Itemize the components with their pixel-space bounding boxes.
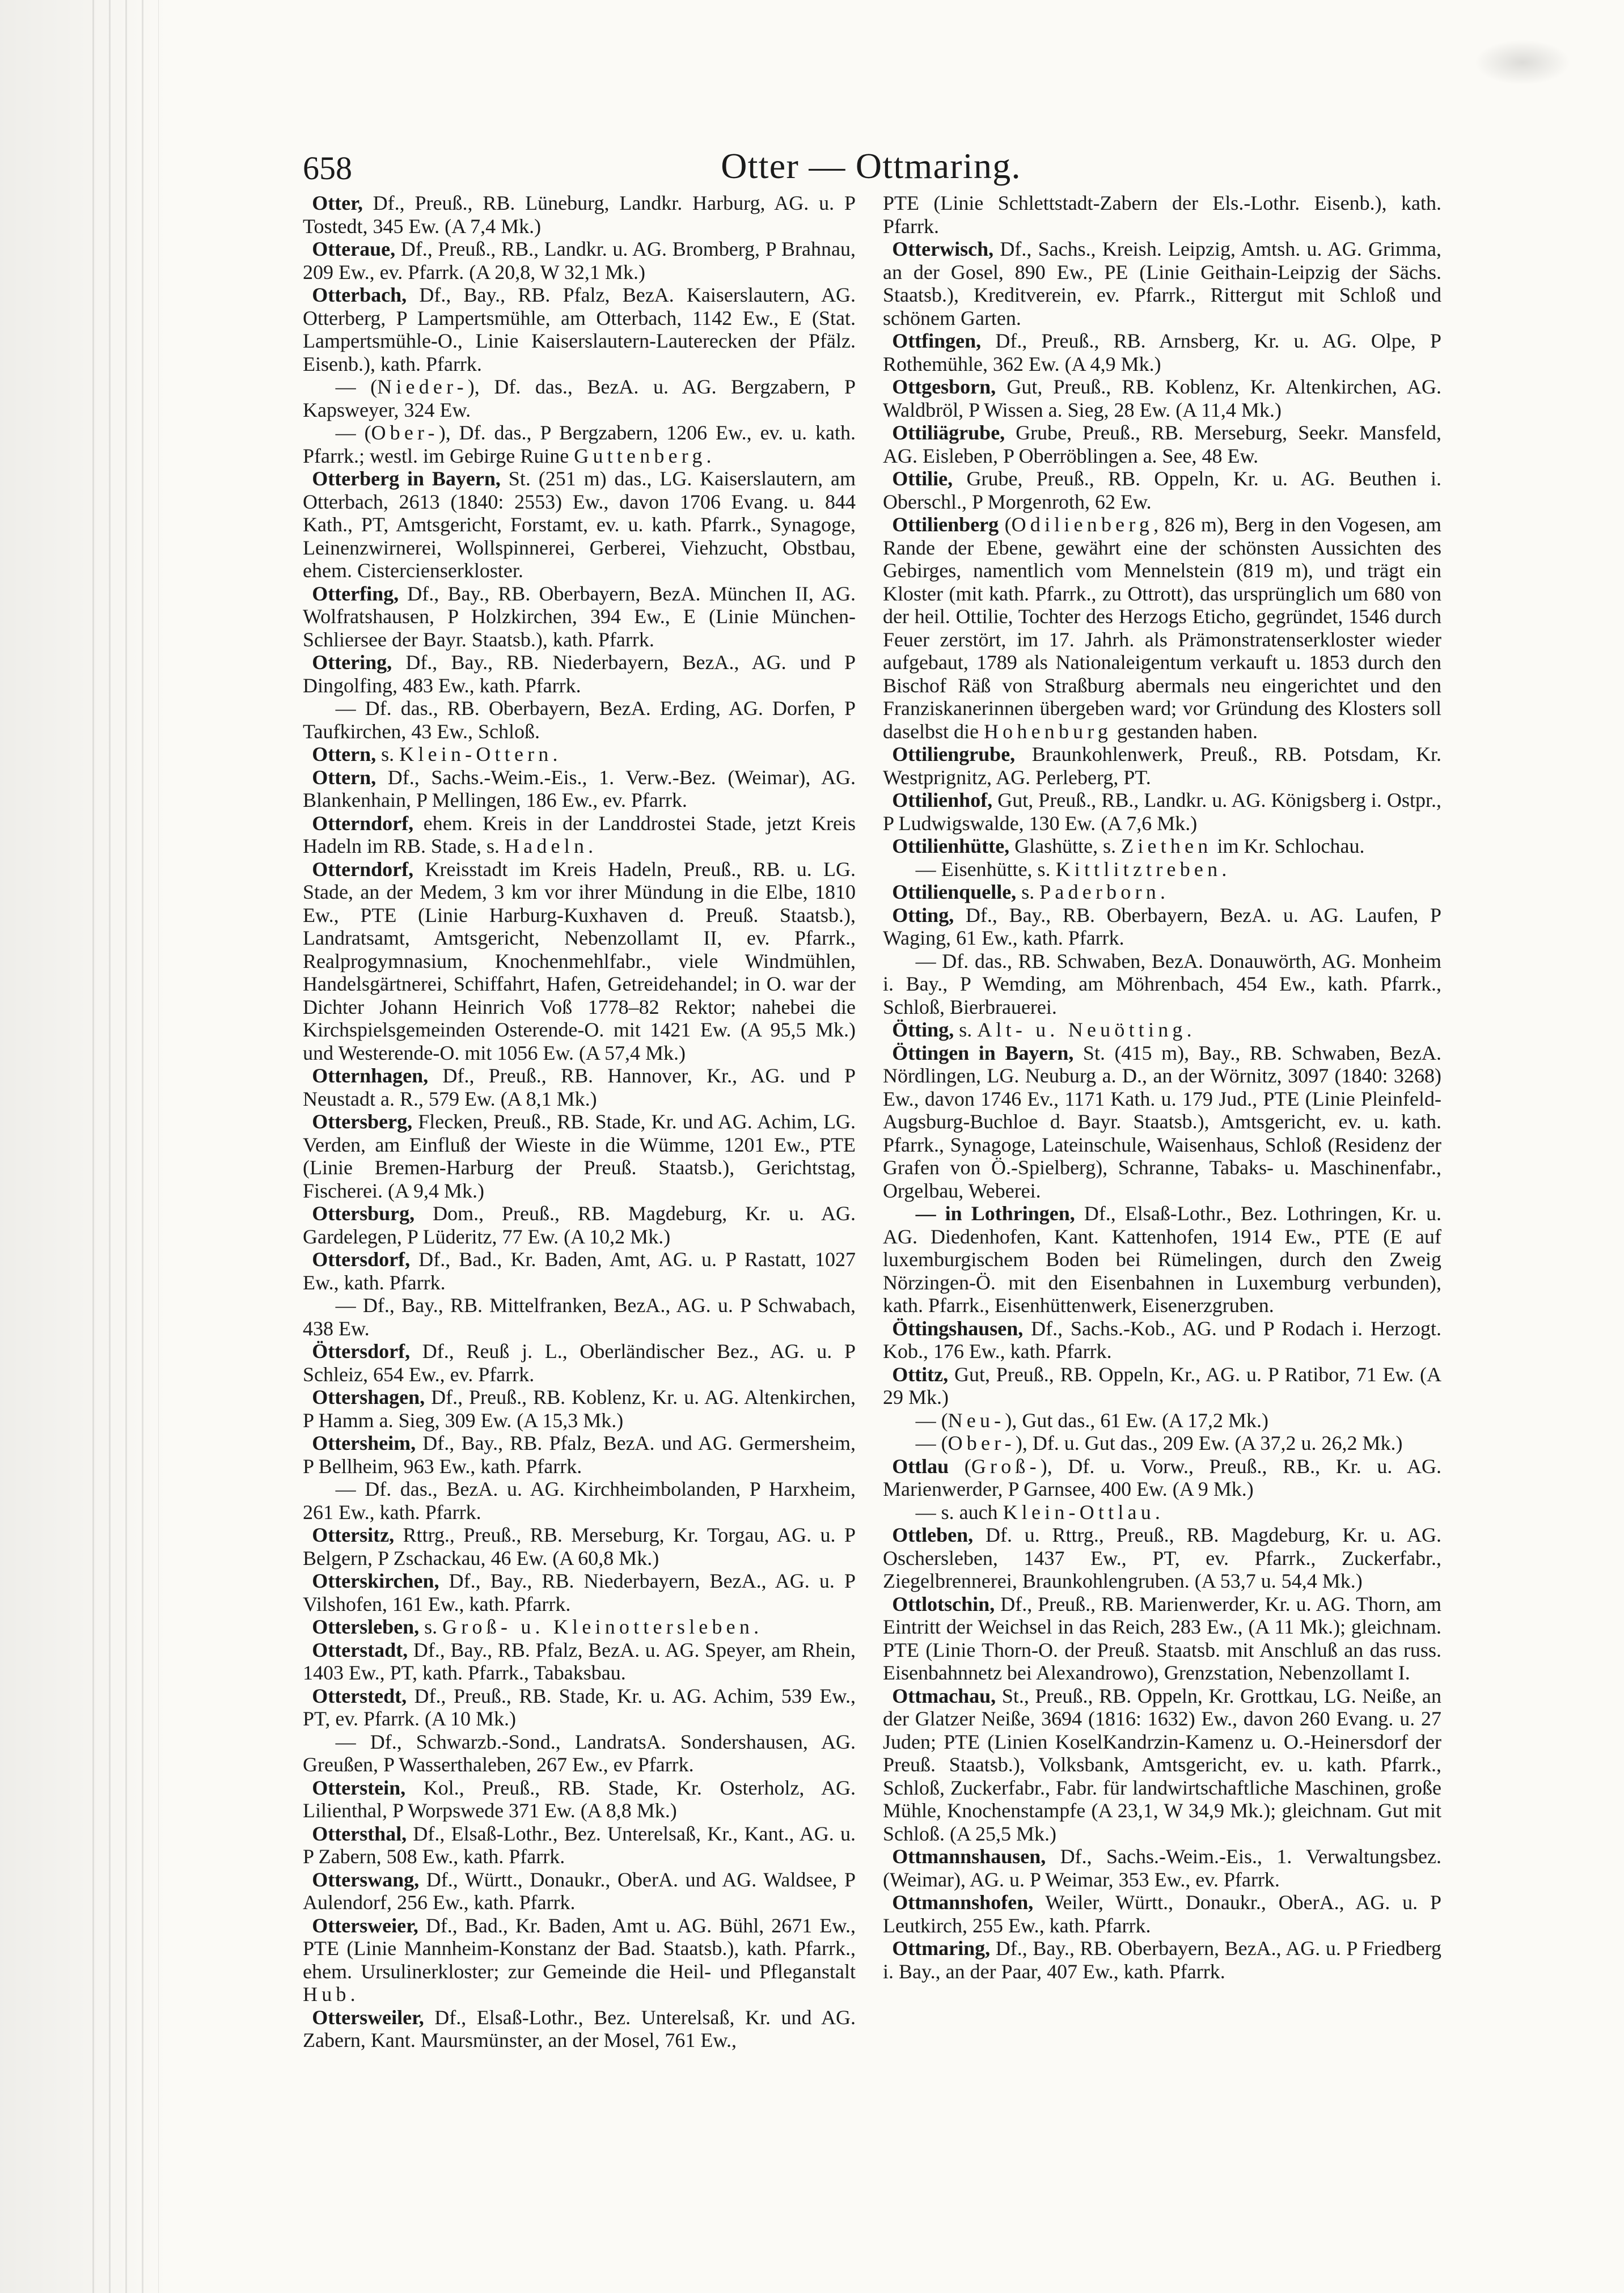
gazetteer-entry [303, 1685, 856, 1731]
entry-text: Df., Bad., Kr. Baden, Amt, AG. u. P Rastatt, 1027 Ew., kath. Pfarrk. [303, 1248, 856, 1294]
entry-headword: Ottmaring, [892, 1937, 991, 1960]
gazetteer-entry [883, 1593, 1441, 1685]
entry-headword: Öttingshausen, [892, 1317, 1024, 1340]
entry-headword: Ottersitz, [312, 1524, 395, 1546]
entry-text: Df., Preuß., RB., Landkr. u. AG. Bromberg, P Brahnau, 209 Ew., ev. Pfarrk. (A 20,8, W 32,1 Mk.) [303, 238, 856, 284]
entry-text: Grube, Preuß., RB. Merseburg, Seekr. Mansfeld, AG. Eisleben, P Oberröblingen a. See, 48 Ew. [883, 421, 1441, 467]
entry-text: gestanden haben. [1112, 720, 1258, 743]
gazetteer-entry [303, 2006, 856, 2052]
entry-dash: — [335, 421, 356, 444]
entry-text: Df., Preuß., RB. Hannover, Kr., AG. und P Neustadt a. R., 579 Ew. (A 8,1 Mk.) [303, 1064, 856, 1110]
entry-headword: Otterwisch, [892, 238, 994, 260]
gazetteer-entry [303, 1731, 856, 1776]
entry-spaced-text: Guttenberg [574, 444, 707, 467]
entry-headword: Ottiliengrube, [892, 743, 1016, 765]
entry-text: ), Gut das., 61 Ew. (A 17,2 Mk.) [1005, 1408, 1268, 1432]
entry-text: ( [949, 1454, 971, 1478]
binding-shadow [85, 0, 159, 2293]
entry-headword: Otterskirchen, [312, 1569, 439, 1592]
entry-text: Df., Elsaß-Lothr., Bez. Lothringen, Kr. u. AG. Diedenhofen, Kant. Kattenhofen, 1914 Ew., PTE (E auf luxemburgischem Boden bei Rümelingen, durch den Zweig Nörzingen-Ö. mit den Eisenbahnen in Luxemburg verbunden), kath. Pfarrk., Eisenhüttenwerk, Eisenerzgruben. [883, 1202, 1441, 1317]
gazetteer-entry [303, 1478, 856, 1524]
entry-headword: Ottersburg, [312, 1202, 415, 1225]
entry-spaced-text: Groß- [971, 1454, 1041, 1478]
entry-headword: Ottersthal, [312, 1822, 407, 1845]
entry-text: St., Preuß., RB. Oppeln, Kr. Grottkau, LG. Neiße, an der Glatzer Neiße, 3694 (1816: 1632) Ew., davon 260 Evang. u. 27 Juden; PTE (Linien KoselKandrzin-Kamenz u. O.-Heinersdorf der Preuß. Staatsb.), Volksbank, Amtsgericht, ev. u. kath. Pfarrk., Schloß, Zuckerfabr., Fabr. für landwirtschaftliche Maschinen, große Mühle, Knochenstampfe (A 23,1, W 34,9 Mk.); gleichnam. Gut mit Schloß. (A 25,5 Mk.) [883, 1684, 1441, 1845]
entry-text: Eisenhütte, s. [936, 857, 1056, 881]
entry-headword: Ottmannshausen, [892, 1845, 1046, 1868]
gazetteer-entry [303, 1639, 856, 1685]
entry-dash: — [915, 1500, 936, 1524]
entry-text: Df., Sachs.-Weim.-Eis., 1. Verwaltungsbez. (Weimar), AG. u. P Weimar, 353 Ew., ev. Pfarrk. [883, 1845, 1441, 1891]
entry-text: Gut, Preuß., RB. Oppeln, Kr., AG. u. P Ratibor, 71 Ew. (A 29 Mk.) [883, 1363, 1441, 1408]
gazetteer-entry [883, 1845, 1441, 1891]
entry-headword: Öttersdorf, [312, 1340, 411, 1363]
entry-text: Df., Preuß., RB. Arnsberg, Kr. u. AG. Olpe, P Rothemühle, 362 Ew. (A 4,9 Mk.) [883, 329, 1441, 375]
entry-text: St. (251 m) das., LG. Kaiserslautern, am Otterbach, 2613 (1840: 2553) Ew., davon 1706 Evang. u. 844 Kath., PT, Amtsgericht, Forstamt, ev. u. kath. Pfarrk., Synagoge, Leinenzwirnerei, Wollspinnerei, Gerberei, Viehzucht, Obstbau, ehem. Cistercienserkloster. [303, 467, 856, 582]
gazetteer-entry [883, 904, 1441, 950]
entry-text: Df., Bad., Kr. Baden, Amt u. AG. Bühl, 2671 Ew., PTE (Linie Mannheim-Konstanz der Bad. Staatsb.), kath. Pfarrk., ehem. Ursulinerkloster; zur Gemeinde die Heil- und Pfleganstalt [303, 1914, 856, 1983]
entry-spaced-text: Ober- [948, 1432, 1016, 1454]
entry-text: Weiler, Württ., Donaukr., OberA., AG. u. P Leutkirch, 255 Ew., kath. Pfarrk. [883, 1891, 1441, 1937]
entry-headword: Ottleben, [892, 1524, 974, 1546]
entry-spaced-text: Neu- [948, 1408, 1005, 1432]
entry-headword: Ottlotschin, [892, 1592, 995, 1615]
entry-dash: — [335, 697, 356, 720]
entry-text: Df., Preuß., RB. Marienwerder, Kr. u. AG. Thorn, am Eintritt der Weichsel in das Reich, 283 Ew., (A 11 Mk.); gleichnam. PTE (Linie Thorn-O. der Preuß. Staatsb. mit Anschluß an das russ. Eisenbahnnetz bei Alexandrowo), Grenzstation, Nebenzollamt I. [883, 1592, 1441, 1684]
gazetteer-entry [303, 1432, 856, 1478]
entry-text: Df., Preuß., RB. Koblenz, Kr. u. AG. Altenkirchen, P Hamm a. Sieg, 309 Ew. (A 15,3 Mk.) [303, 1386, 856, 1432]
gazetteer-entry [303, 1202, 856, 1248]
entry-headword: Otterstadt, [312, 1638, 408, 1661]
entry-text: Df., Bay., RB. Oberbayern, BezA. München II, AG. Wolfratshausen, P Holzkirchen, 394 Ew., E (Linie München-Schliersee der Bayr. Staatsb.), kath. Pfarrk. [303, 582, 856, 651]
entry-text: Df., Württ., Donaukr., OberA. und AG. Waldsee, P Aulendorf, 256 Ew., kath. Pfarrk. [303, 1868, 856, 1914]
gazetteer-entry [883, 1363, 1441, 1409]
entry-text: Df., Bay., RB. Pfalz, BezA. u. AG. Speyer, am Rhein, 1403 Ew., PT, kath. Pfarrk., Tabaksbau. [303, 1638, 856, 1684]
entry-text: Df. das., RB. Schwaben, BezA. Donauwörth, AG. Monheim i. Bay., P Wemding, am Möhrenbach, 454 Ew., kath. Pfarrk., Schloß, Bierbrauerei. [883, 949, 1441, 1018]
entry-text: Df., Elsaß-Lothr., Bez. Unterelsaß, Kr. und AG. Zabern, Kant. Maursmünster, an der Mosel, 761 Ew., [303, 2006, 856, 2051]
entry-headword: Otting, [892, 903, 954, 926]
entry-text: Gut, Preuß., RB. Koblenz, Kr. Altenkirchen, AG. Waldbröl, P Wissen a. Sieg, 28 Ew. (A 11,4 Mk.) [883, 375, 1441, 421]
gazetteer-entry [303, 1615, 856, 1639]
entry-headword: — in Lothringen, [915, 1202, 1075, 1225]
entry-dash: — [915, 857, 936, 881]
gazetteer-entry [883, 1455, 1441, 1501]
entry-dash: — [915, 949, 936, 972]
entry-text: Df., Bay., RB. Oberbayern, BezA. u. AG. Laufen, P Waging, 61 Ew., kath. Pfarrk. [883, 903, 1441, 949]
entry-text: Flecken, Preuß., RB. Stade, Kr. und AG. Achim, LG. Verden, am Einfluß der Wieste in die Wümme, 1201 Ew., PTE (Linie Bremen-Harburg der Preuß. Staatsb.), Gerichtstag, Fischerei. (A 9,4 Mk.) [303, 1110, 856, 1202]
entry-text: Df., Reuß j. L., Oberländischer Bez., AG. u. P Schleiz, 654 Ew., ev. Pfarrk. [303, 1340, 856, 1386]
entry-text: Df., Bay., RB. Mittelfranken, BezA., AG. u. P Schwabach, 438 Ew. [303, 1294, 856, 1340]
entry-headword: Otterfing, [312, 582, 399, 605]
entry-text: ehem. Kreis in der Landdrostei Stade, jetzt Kreis Hadeln im RB. Stade, s. [303, 811, 856, 857]
gazetteer-entry [303, 1064, 856, 1110]
entry-text: ( [936, 1408, 948, 1432]
gazetteer-entry [883, 1317, 1441, 1363]
entry-headword: Ottilie, [892, 467, 953, 490]
gazetteer-entry [883, 1432, 1441, 1455]
gazetteer-entry [303, 1340, 856, 1386]
gazetteer-entry [883, 421, 1441, 467]
entry-text: Df., Preuß., RB. Lüneburg, Landkr. Harburg, AG. u. P Tostedt, 345 Ew. (A 7,4 Mk.) [303, 192, 856, 238]
entry-headword: Otteraue, [312, 238, 396, 260]
entry-headword: Otterbach, [312, 284, 407, 306]
gazetteer-entry [303, 284, 856, 375]
entry-spaced-text: Ziethen [1121, 835, 1212, 857]
entry-headword: Ottilienhütte, [892, 835, 1010, 857]
entry-spaced-text: Hadeln [504, 835, 589, 857]
gazetteer-entry [303, 1386, 856, 1432]
entry-text: Df. das., RB. Oberbayern, BezA. Erding, AG. Dorfen, P Taufkirchen, 43 Ew., Schloß. [303, 697, 856, 743]
entry-spaced-text: Ober- [371, 421, 439, 444]
entry-spaced-text: Klein-Ottern [399, 743, 553, 765]
entry-dash: — [915, 1408, 936, 1432]
entry-headword: Otterstein, [312, 1776, 406, 1799]
entry-text: Df., Elsaß-Lothr., Bez. Unterelsaß, Kr., Kant., AG. u. P Zabern, 508 Ew., kath. Pfarrk. [303, 1822, 856, 1868]
entry-spaced-text: Odilienberg [1011, 513, 1154, 536]
entry-headword: Öttingen in Bayern, [892, 1041, 1074, 1064]
entry-text: Df., Preuß., RB. Stade, Kr. u. AG. Achim, 539 Ew., PT, ev. Pfarrk. (A 10 Mk.) [303, 1684, 856, 1730]
corner-smudge [1474, 40, 1571, 85]
gazetteer-entry [883, 1685, 1441, 1846]
entry-headword: Ottlau [892, 1454, 949, 1478]
entry-headword: Ottilienquelle, [892, 881, 1017, 903]
right-column [883, 192, 1441, 1983]
entry-text: ( [936, 1432, 948, 1454]
entry-text: . [1186, 1018, 1192, 1041]
entry-text: Df., Bay., RB. Niederbayern, BezA., AG. und P Dingolfing, 483 Ew., kath. Pfarrk. [303, 651, 856, 697]
gazetteer-entry [883, 329, 1441, 375]
entry-headword: Otternhagen, [312, 1064, 429, 1087]
entry-text: s. [376, 743, 400, 765]
gazetteer-entry [883, 1042, 1441, 1203]
gazetteer-entry [303, 1914, 856, 2006]
entry-text: . [754, 1615, 759, 1638]
entry-headword: Ottern, [312, 743, 377, 765]
entry-headword: Ottmannshofen, [892, 1891, 1034, 1914]
entry-headword: Ottersweiler, [312, 2006, 424, 2029]
entry-dash: — [335, 1294, 356, 1317]
entry-text: s. [1016, 881, 1040, 903]
entry-text: ), Df. das., BezA. u. AG. Bergzabern, P Kapsweyer, 324 Ew. [303, 375, 856, 421]
entry-headword: Ottershagen, [312, 1386, 425, 1408]
entry-text: Kreisstadt im Kreis Hadeln, Preuß., RB. u. LG. Stade, an der Medem, 3 km vor ihrer Mündung in die Elbe, 1810 Ew., PTE (Linie Harburg-Kuxhaven d. Preuß. Staatsb.), Landratsamt, Amtsgericht, Nebenzollamt II, ev. Pfarrk., Realprogymnasium, Knochenmehlfabr., viele Windmühlen, Handelsgärtnerei, Schiffahrt, Hafen, Getreidehandel; in O. war der Dichter Johann Heinrich Voß 1778–82 Rektor; nahebei die Kirchspielsgemeinden Osterende-O. mit 1421 Ew. (A 95,5 Mk.) und Westerende-O. mit 1056 Ew. (A 57,4 Mk.) [303, 857, 856, 1064]
gazetteer-entry [303, 467, 856, 582]
entry-dash: — [915, 1432, 936, 1454]
gazetteer-entry [303, 858, 856, 1065]
entry-text: s. auch [936, 1500, 1003, 1524]
entry-text: Df., Bay., RB. Pfalz, BezA. Kaiserslautern, AG. Otterberg, P Lampertsmühle, am Otterbach, 1142 Ew., E (Stat. Lampertsmühle-O., Linie Kaiserslautern-Lauterecken der Pfälz. Eisenb.), kath. Pfarrk. [303, 284, 856, 375]
entry-text: Grube, Preuß., RB. Oppeln, Kr. u. AG. Beuthen i. Oberschl., P Morgenroth, 62 Ew. [883, 467, 1441, 513]
entry-headword: Otter, [312, 192, 363, 214]
entry-headword: Ottersdorf, [312, 1248, 411, 1271]
gazetteer-entry [303, 1822, 856, 1868]
entry-headword: Ottersweier, [312, 1914, 418, 1937]
gazetteer-entry [883, 835, 1441, 858]
left-column [303, 192, 856, 2052]
entry-text: . [552, 743, 558, 765]
gazetteer-entry [883, 1891, 1441, 1937]
gazetteer-entry [303, 192, 856, 238]
entry-headword: Otterswang, [312, 1868, 420, 1891]
entry-headword: Ottilienberg [892, 513, 999, 536]
entry-text: . [1221, 857, 1227, 881]
entry-text: , 826 m), Berg in den Vogesen, am Rande der Ebene, gewährt eine der schönsten Aussichten des Gebirges, namentlich vom Mennelstein (819 m), und trägt ein Kloster (mit kath. Pfarrk., zu Ottrott), das ursprünglich um 680 von der heil. Ottilie, Tochter des Herzogs Eticho, gegründet, 1546 durch Feuer zerstört, im 17. Jahrh. als Prämonstratenserkloster wieder aufgebaut, 1789 als Nationaleigentum verkauft u. 1853 durch den Bischof Räß von Straßburg abermals neu eingerichtet und den Franziskanerinnen übergeben ward; vor Gründung des Klosters soll daselbst die [883, 513, 1441, 743]
entry-text: Df., Sachs., Kreish. Leipzig, Amtsh. u. AG. Grimma, an der Gosel, 890 Ew., PE (Linie Geithain-Leipzig der Sächs. Staatsb.), Kreditverein, ev. Pfarrk., Rittergut mit Schloß und schönem Garten. [883, 238, 1441, 329]
gazetteer-entry [883, 467, 1441, 513]
entry-dash: — [335, 1730, 356, 1753]
entry-text: Df., Schwarzb.-Sond., LandratsA. Sondershausen, AG. Greußen, P Wasserthaleben, 267 Ew., ev Pfarrk. [303, 1730, 856, 1776]
entry-spaced-text: Groß- u. Kleinottersleben [442, 1615, 754, 1638]
entry-headword: Otterndorf, [312, 857, 414, 881]
gazetteer-entry [883, 789, 1441, 835]
entry-spaced-text: Alt- u. Neuötting [977, 1018, 1187, 1041]
entry-spaced-text: Kittlitztreben [1055, 857, 1222, 881]
gazetteer-entry [303, 1776, 856, 1822]
gazetteer-entry [303, 651, 856, 697]
entry-text: ), Df. das., P Bergzabern, 1206 Ew., ev. u. kath. Pfarrk.; westl. im Gebirge Ruine [303, 421, 856, 467]
entry-headword: Otterstedt, [312, 1684, 407, 1707]
entry-spaced-text: Hohenburg [983, 720, 1113, 743]
entry-text: Dom., Preuß., RB. Magdeburg, Kr. u. AG. Gardelegen, P Lüderitz, 77 Ew. (A 10,2 Mk.) [303, 1202, 856, 1248]
entry-dash: — [335, 1478, 356, 1500]
gazetteer-entry [303, 375, 856, 421]
gazetteer-entry [883, 1202, 1441, 1317]
entry-text: . [1154, 1500, 1160, 1524]
entry-text: Df. u. Rttrg., Preuß., RB. Magdeburg, Kr. u. AG. Oschersleben, 1437 Ew., PT, ev. Pfarrk., Zuckerfabr., Ziegelbrennerei, Braunkohlengruben. (A 53,7 u. 54,4 Mk.) [883, 1524, 1441, 1592]
entry-text: im Kr. Schlochau. [1212, 835, 1365, 857]
gazetteer-entry [303, 743, 856, 766]
gazetteer-entry [883, 1409, 1441, 1432]
entry-text: ( [356, 421, 371, 444]
entry-text: Df., Sachs.-Weim.-Eis., 1. Verw.-Bez. (Weimar), AG. Blankenhain, P Mellingen, 186 Ew., ev. Pfarrk. [303, 765, 856, 811]
entry-text: s. [419, 1615, 443, 1638]
gazetteer-entry [303, 766, 856, 812]
entry-headword: Ottmachau, [892, 1684, 996, 1707]
entry-text: . [350, 1983, 356, 2006]
entry-text: Glashütte, s. [1009, 835, 1122, 857]
entry-headword: Ottitz, [892, 1363, 949, 1386]
entry-text: . [588, 835, 594, 857]
entry-headword: Ötting, [892, 1018, 954, 1041]
gazetteer-entry [303, 812, 856, 858]
entry-headword: Ottersheim, [312, 1432, 416, 1454]
entry-headword: Ottgesborn, [892, 375, 996, 398]
gazetteer-entry [303, 697, 856, 743]
page-number: 658 [303, 150, 352, 187]
entry-headword: Otterndorf, [312, 811, 414, 835]
entry-text: ), Df. u. Vorw., Preuß., RB., Kr. u. AG. Marienwerder, P Garnsee, 400 Ew. (A 9 Mk.) [883, 1454, 1441, 1500]
entry-text: Df., Sachs.-Kob., AG. und P Rodach i. Herzogt. Kob., 176 Ew., kath. Pfarrk. [883, 1317, 1441, 1363]
entry-text: . [1160, 881, 1165, 903]
entry-headword: Ottersberg, [312, 1110, 413, 1133]
entry-text: Braunkohlenwerk, Preuß., RB. Potsdam, Kr. Westprignitz, AG. Perleberg, PT. [883, 743, 1441, 789]
entry-text: ( [356, 375, 378, 398]
gazetteer-entry [883, 858, 1441, 881]
entry-text: Gut, Preuß., RB., Landkr. u. AG. Königsberg i. Ostpr., P Ludwigswalde, 130 Ew. (A 7,6 Mk.) [883, 789, 1441, 835]
gazetteer-entry [303, 1294, 856, 1340]
gazetteer-entry [303, 238, 856, 284]
entry-text: PTE (Linie Schlettstadt-Zabern der Els.-Lothr. Eisenb.), kath. Pfarrk. [883, 192, 1441, 238]
gazetteer-entry [883, 375, 1441, 421]
entry-headword: Ottiliägrube, [892, 421, 1005, 444]
gazetteer-entry [883, 1501, 1441, 1524]
entry-headword: Ottering, [312, 651, 392, 674]
gazetteer-entry [303, 1110, 856, 1202]
running-head: Otter — Ottmaring. [721, 146, 1021, 186]
gazetteer-entry [303, 421, 856, 467]
entry-spaced-text: Hub [303, 1983, 350, 2006]
entry-text: Rttrg., Preuß., RB. Merseburg, Kr. Torgau, AG. u. P Belgern, P Zschackau, 46 Ew. (A 60,8 Mk.) [303, 1524, 856, 1569]
entry-spaced-text: Paderborn [1039, 881, 1160, 903]
entry-text: St. (415 m), Bay., RB. Schwaben, BezA. Nördlingen, LG. Neuburg a. D., an der Wörnitz, 3097 (1840: 3268) Ew., davon 1746 Ev., 1171 Kath. u. 179 Jud., PTE (Linie Pleinfeld-Augsburg-Buchloe d. Bayr. Staatsb.), Amtsgericht, ev. u. kath. Pfarrk., Synagoge, Lateinschule, Waisenhaus, Schloß (Residenz der Grafen von Ö.-Spielberg), Schranne, Tabaks- u. Maschinenfabr., Orgelbau, Weberei. [883, 1041, 1441, 1202]
gazetteer-entry [883, 881, 1441, 904]
entry-headword: Ottfingen, [892, 329, 982, 352]
gazetteer-entry [303, 1248, 856, 1294]
entry-headword: Ottern, [312, 765, 377, 789]
entry-text: Df., Bay., RB. Pfalz, BezA. und AG. Germersheim, P Bellheim, 963 Ew., kath. Pfarrk. [303, 1432, 856, 1478]
gazetteer-entry [883, 950, 1441, 1019]
gazetteer-entry [303, 1524, 856, 1569]
entry-text: Df., Bay., RB. Niederbayern, BezA., AG. u. P Vilshofen, 161 Ew., kath. Pfarrk. [303, 1569, 856, 1615]
entry-text: ( [999, 513, 1012, 536]
entry-headword: Ottersleben, [312, 1615, 420, 1638]
gazetteer-entry [883, 192, 1441, 238]
gazetteer-entry [883, 513, 1441, 743]
gazetteer-entry [883, 1524, 1441, 1593]
entry-spaced-text: Nieder- [377, 375, 468, 398]
gazetteer-entry [303, 1868, 856, 1914]
gazetteer-entry [303, 1569, 856, 1615]
entry-dash: — [335, 375, 356, 398]
entry-text: . [706, 444, 712, 467]
entry-text: Kol., Preuß., RB. Stade, Kr. Osterholz, AG. Lilienthal, P Worpswede 371 Ew. (A 8,8 Mk.) [303, 1776, 856, 1822]
entry-text: s. [954, 1018, 978, 1041]
gazetteer-entry [883, 1937, 1441, 1983]
gazetteer-entry [883, 1018, 1441, 1042]
entry-spaced-text: Klein-Ottlau [1003, 1500, 1155, 1524]
gazetteer-entry [303, 582, 856, 651]
gazetteer-entry [883, 743, 1441, 789]
entry-headword: Ottilienhof, [892, 789, 993, 811]
entry-text: Df., Bay., RB. Oberbayern, BezA., AG. u. P Friedberg i. Bay., an der Paar, 407 Ew., kath. Pfarrk. [883, 1937, 1441, 1983]
gazetteer-entry [883, 238, 1441, 329]
entry-text: ), Df. u. Gut das., 209 Ew. (A 37,2 u. 26,2 Mk.) [1015, 1432, 1403, 1454]
entry-headword: Otterberg in Bayern, [312, 467, 501, 490]
entry-text: Df. das., BezA. u. AG. Kirchheimbolanden, P Harxheim, 261 Ew., kath. Pfarrk. [303, 1478, 856, 1524]
